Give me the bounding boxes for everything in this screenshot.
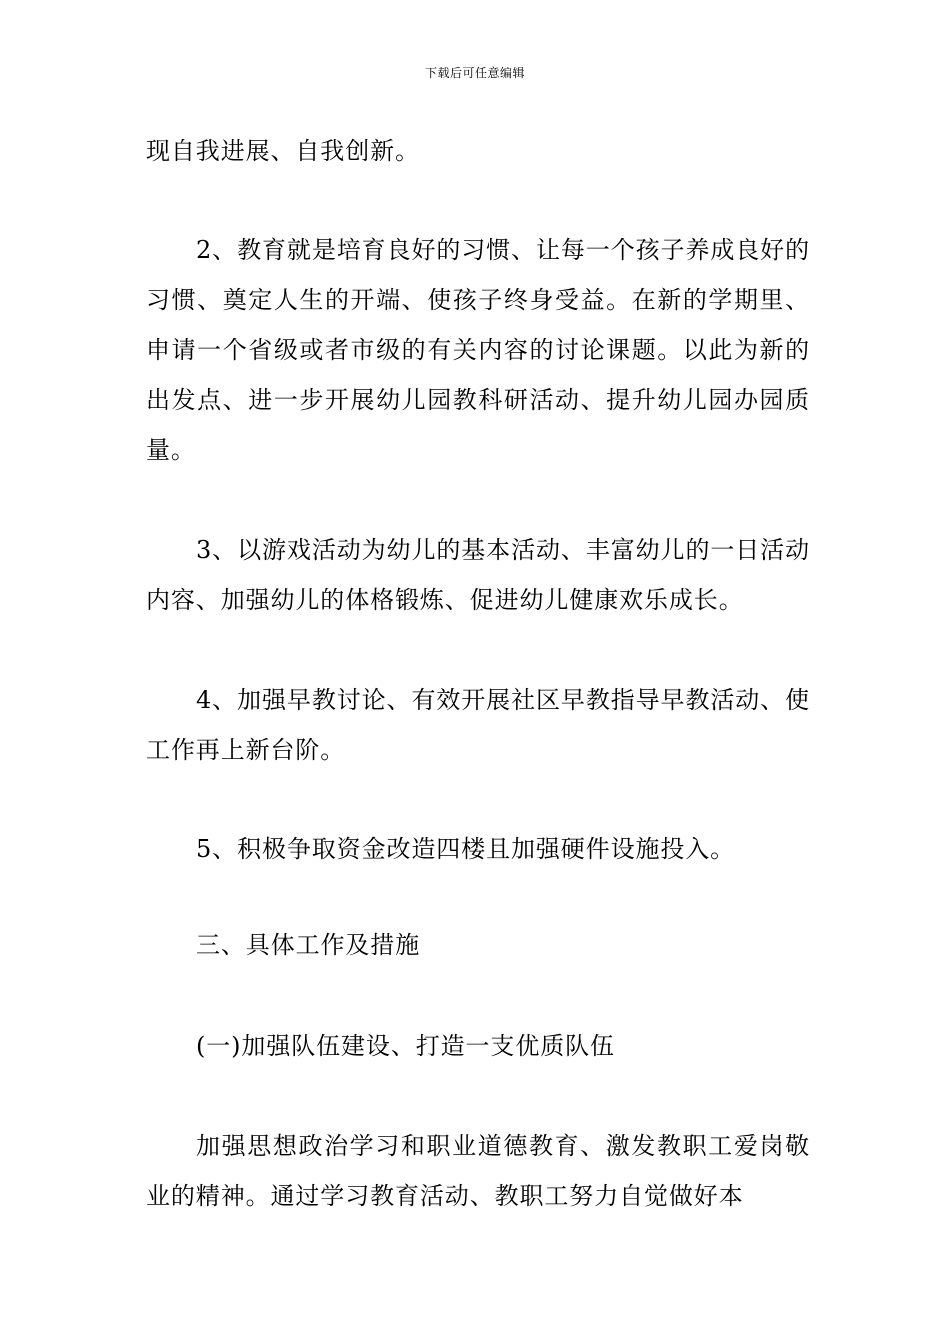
paragraph-item-4: 4、加强早教讨论、有效开展社区早教指导早教活动、使工作再上新台阶。 — [146, 686, 810, 764]
page-header-note: 下载后可任意编辑 — [424, 66, 525, 80]
paragraph-item-3: 3、以游戏活动为幼儿的基本活动、丰富幼儿的一日活动内容、加强幼儿的体格锻炼、促进幼儿健康欢乐成长。 — [146, 536, 810, 614]
paragraph-item-5: 5、积极争取资金改造四楼且加强硬件设施投入。 — [196, 835, 736, 863]
paragraph-continuation: 现自我进展、自我创新。 — [146, 137, 420, 165]
subsection-heading: (一)加强队伍建设、打造一支优质队伍 — [196, 1032, 615, 1060]
section-heading: 三、具体工作及措施 — [196, 931, 421, 959]
paragraph-item-2: 2、教育就是培育良好的习惯、让每一个孩子养成良好的习惯、奠定人生的开端、使孩子终身受益。在新的学期里、申请一个省级或者市级的有关内容的讨论课题。以此为新的出发点、进一步开展幼儿园教科研活动、提升幼儿园办园质量。 — [146, 236, 810, 464]
paragraph-body: 加强思想政治学习和职业道德教育、激发教职工爱岗敬业的精神。通过学习教育活动、教职工努力自觉做好本 — [146, 1132, 810, 1210]
